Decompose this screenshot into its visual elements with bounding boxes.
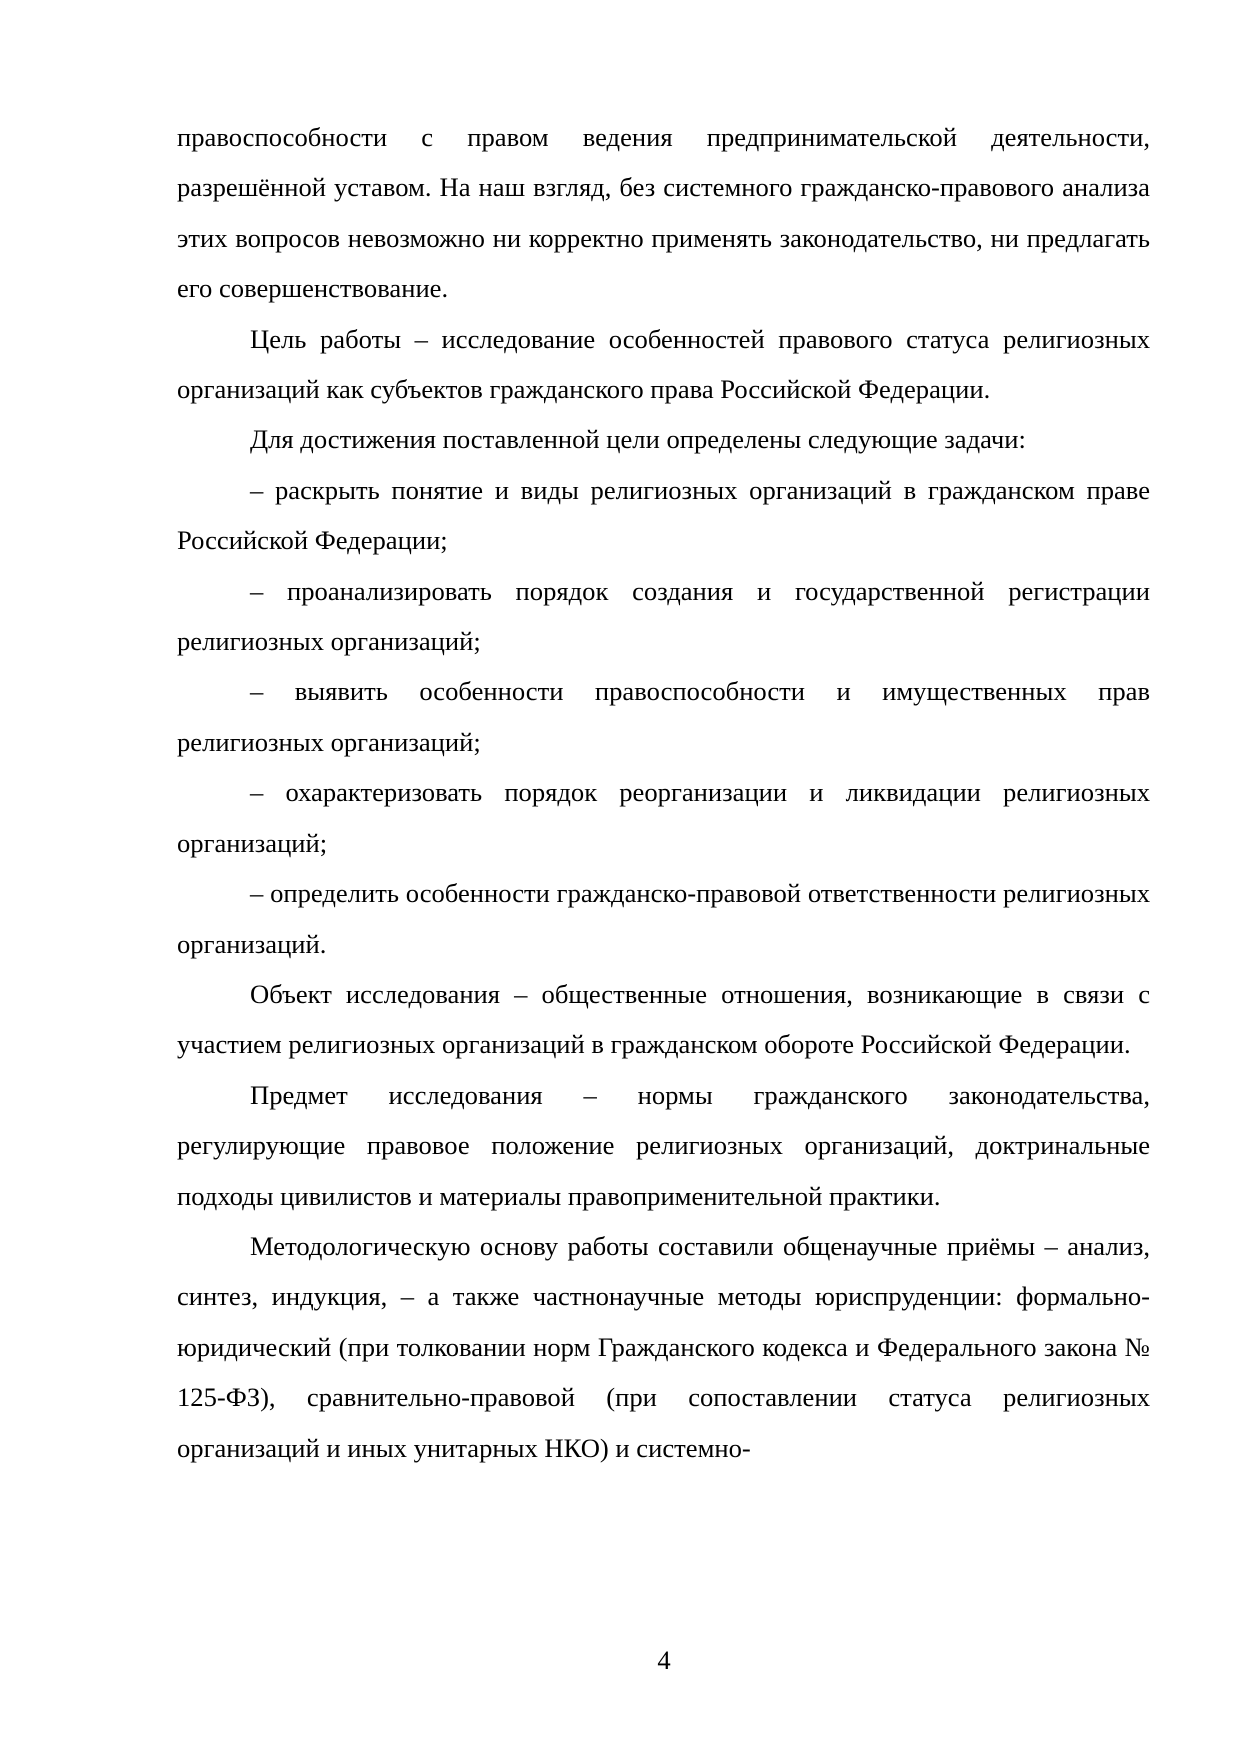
paragraph-continuation: правоспособности с правом ведения предпринимательской деятельности, разрешённой уставом. На наш взгляд, без системного гражданско-правового анализа этих вопросов невозможно ни корректно применять законодательство, ни предлагать его совершенствование. — [177, 122, 1150, 304]
task-list-item: – раскрыть понятие и виды религиозных организаций в гражданском праве Российской Федерации; — [177, 474, 1150, 556]
task-list-item: – охарактеризовать порядок реорганизации и ликвидации религиозных организаций; — [177, 777, 1150, 858]
paragraph-tasks-intro: Для достижения поставленной цели определены следующие задачи: — [250, 424, 1026, 455]
paragraph-subject: Предмет исследования – нормы гражданского законодательства, регулирующие правовое положение религиозных организаций, доктринальные подходы цивилистов и материалы правоприменительной практики. — [177, 1079, 1150, 1211]
paragraph-object: Объект исследования – общественные отношения, возникающие в связи с участием религиозных организаций в гражданском обороте Российской Федерации. — [177, 978, 1150, 1060]
paragraph-methodology: Методологическую основу работы составили общенаучные приёмы – анализ, синтез, индукция, – а также частнонаучные методы юриспруденции: формально-юридический (при толковании норм Гражданского кодекса и Федерального закона № 125-ФЗ), сравнительно-правовой (при сопоставлении статуса религиозных организаций и иных унитарных НКО) и системно- — [177, 1230, 1150, 1463]
task-list-item: – выявить особенности правоспособности и имущественных прав религиозных организаций; — [177, 676, 1150, 757]
paragraph-goal: Цель работы – исследование особенностей правового статуса религиозных организаций как субъектов гражданского права Российской Федерации. — [177, 323, 1150, 405]
task-list-item: – проанализировать порядок создания и государственной регистрации религиозных организаций; — [177, 575, 1150, 657]
page-number: 4 — [657, 1645, 671, 1675]
body-text — [177, 112, 1150, 1473]
task-list-item: – определить особенности гражданско-правовой ответственности религиозных организаций. — [177, 878, 1150, 959]
